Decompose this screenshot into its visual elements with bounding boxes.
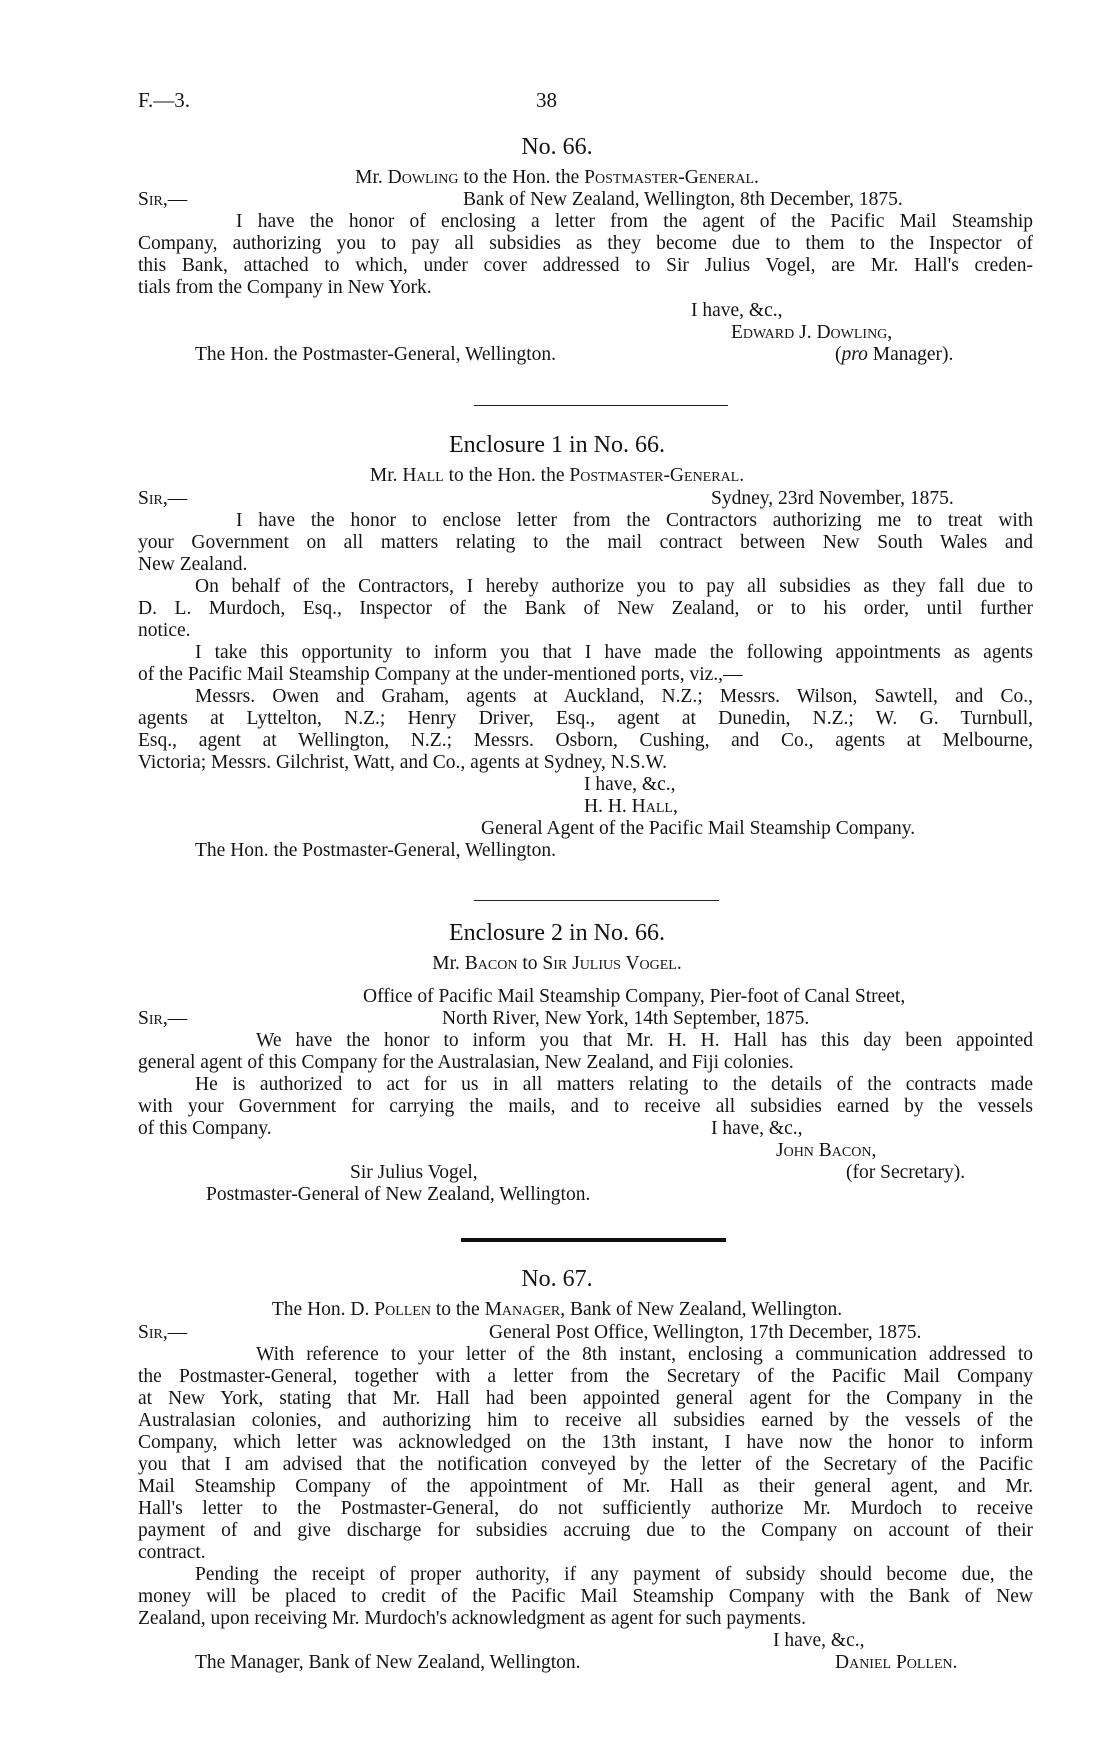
enclosure-2-signature-role: (for Secretary).	[846, 1162, 966, 1183]
letter-67-salutation: Sir,—	[138, 1322, 188, 1343]
letter-66-signature-role: (pro Manager).	[835, 344, 954, 365]
enclosure-1-title: Enclosure 1 in No. 66.	[449, 432, 665, 458]
letter-66-body-line: I have the honor of enclosing a letter from the agent of the Pacific Mail Steamship	[236, 211, 1033, 232]
letter-66-body-line: Company, authorizing you to pay all subsidies as they become due to them to the Inspector of	[138, 233, 1033, 254]
enclosure-1-body-line: Victoria; Messrs. Gilchrist, Watt, and Co., agents at Sydney, N.S.W.	[138, 752, 667, 773]
section-divider-thick	[461, 1238, 726, 1242]
enclosure-2-title: Enclosure 2 in No. 66.	[449, 920, 665, 946]
enclosure-2-addressee-2: Postmaster-General of New Zealand, Wellington.	[206, 1184, 591, 1205]
enclosure-2-addressee-1: Sir Julius Vogel,	[350, 1162, 478, 1183]
enclosure-2-salutation: Sir,—	[138, 1008, 188, 1029]
letter-67-body-line: Mail Steamship Company of the appointment of Mr. Hall as their general agent, and Mr.	[138, 1476, 1033, 1497]
letter-66-body-line: tials from the Company in New York.	[138, 277, 432, 298]
enclosure-1-place-date: Sydney, 23rd November, 1875.	[711, 488, 954, 509]
enclosure-1-signature-role: General Agent of the Pacific Mail Steamship Company.	[481, 818, 916, 839]
enclosure-1-body-line: New Zealand.	[138, 554, 248, 575]
enclosure-1-body-line: your Government on all matters relating to the mail contract between New South Wales and	[138, 532, 1033, 553]
page-number: 38	[536, 88, 557, 112]
section-divider	[474, 900, 719, 901]
letter-66-addressee: The Hon. the Postmaster-General, Wellington.	[195, 344, 557, 365]
letter-66-salutation: Sir,—	[138, 189, 188, 210]
enclosure-1-body-line: Messrs. Owen and Graham, agents at Auckland, N.Z.; Messrs. Wilson, Sawtell, and Co.,	[195, 686, 1033, 707]
letter-67-body-line: you that I am advised that the notification conveyed by the letter of the Secretary of the Pacific	[138, 1454, 1033, 1475]
enclosure-2-body-line: of this Company.	[138, 1118, 272, 1139]
enclosure-1-body-line: of the Pacific Mail Steamship Company at the under-mentioned ports, viz.,—	[138, 664, 743, 685]
enclosure-1-body-line: On behalf of the Contractors, I hereby authorize you to pay all subsidies as they fall due to	[195, 576, 1033, 597]
letter-67-body-line: money will be placed to credit of the Pacific Mail Steamship Company with the Bank of New	[138, 1586, 1033, 1607]
enclosure-2-from-to: Mr. Bacon to Sir Julius Vogel.	[432, 953, 682, 974]
letter-67-body-line: Australasian colonies, and authorizing him to receive all subsidies earned by the vessels of the	[138, 1410, 1033, 1431]
enclosure-2-signature: John Bacon,	[776, 1140, 877, 1161]
letter-67-body-line: Zealand, upon receiving Mr. Murdoch's acknowledgment as agent for such payments.	[138, 1608, 806, 1629]
section-divider	[474, 405, 728, 406]
letter-66-signature: Edward J. Dowling,	[731, 322, 893, 343]
enclosure-1-addressee: The Hon. the Postmaster-General, Wellington.	[195, 840, 557, 861]
enclosure-1-closing: I have, &c.,	[584, 774, 676, 795]
enclosure-2-place-line-1: Office of Pacific Mail Steamship Company, Pier-foot of Canal Street,	[363, 986, 906, 1007]
enclosure-1-salutation: Sir,—	[138, 488, 188, 509]
letter-67-body-line: With reference to your letter of the 8th instant, enclosing a communication addressed to	[256, 1344, 1033, 1365]
enclosure-1-body-line: agents at Lyttelton, N.Z.; Henry Driver, Esq., agent at Dunedin, N.Z.; W. G. Turnbull,	[138, 708, 1033, 729]
letter-67-body-line: Hall's letter to the Postmaster-General, do not sufficiently authorize Mr. Murdoch to receive	[138, 1498, 1033, 1519]
document-reference: F.—3.	[138, 88, 190, 112]
letter-66-closing: I have, &c.,	[691, 300, 783, 321]
enclosure-1-body-line: I have the honor to enclose letter from the Contractors authorizing me to treat with	[236, 510, 1033, 531]
letter-67-body-line: payment of and give discharge for subsidies accruing due to the Company on account of their	[138, 1520, 1033, 1541]
letter-66-body-line: this Bank, attached to which, under cover addressed to Sir Julius Vogel, are Mr. Hall's creden-	[138, 255, 1033, 276]
enclosure-2-body-line: general agent of this Company for the Australasian, New Zealand, and Fiji colonies.	[138, 1052, 794, 1073]
letter-67-body-line: at New York, stating that Mr. Hall had been appointed general agent for the Company in the	[138, 1388, 1033, 1409]
letter-66-from-to: Mr. Dowling to the Hon. the Postmaster-General.	[355, 167, 759, 188]
letter-66-title: No. 66.	[521, 134, 593, 160]
letter-67-title: No. 67.	[521, 1266, 593, 1292]
enclosure-1-body-line: notice.	[138, 620, 191, 641]
letter-67-closing: I have, &c.,	[773, 1630, 865, 1651]
enclosure-1-from-to: Mr. Hall to the Hon. the Postmaster-General.	[369, 465, 745, 486]
letter-67-signature: Daniel Pollen.	[835, 1652, 958, 1673]
letter-67-body-line: contract.	[138, 1542, 206, 1563]
enclosure-2-body-line: We have the honor to inform you that Mr. H. H. Hall has this day been appointed	[256, 1030, 1033, 1051]
enclosure-1-body-line: I take this opportunity to inform you that I have made the following appointments as agents	[195, 642, 1033, 663]
enclosure-1-body-line: D. L. Murdoch, Esq., Inspector of the Bank of New Zealand, or to his order, until further	[138, 598, 1033, 619]
letter-67-from-to: The Hon. D. Pollen to the Manager, Bank of New Zealand, Wellington.	[271, 1299, 843, 1320]
letter-67-body-line: Company, which letter was acknowledged on the 13th instant, I have now the honor to inform	[138, 1432, 1033, 1453]
letter-67-place-date: General Post Office, Wellington, 17th December, 1875.	[489, 1322, 922, 1343]
enclosure-2-body-line: with your Government for carrying the mails, and to receive all subsidies earned by the vessels	[138, 1096, 1033, 1117]
enclosure-2-body-line: He is authorized to act for us in all matters relating to the details of the contracts made	[195, 1074, 1033, 1095]
letter-66-place-date: Bank of New Zealand, Wellington, 8th December, 1875.	[463, 189, 903, 210]
enclosure-2-place-line-2: North River, New York, 14th September, 1875.	[442, 1008, 810, 1029]
enclosure-1-signature: H. H. Hall,	[584, 796, 678, 817]
letter-67-body-line: the Postmaster-General, together with a letter from the Secretary of the Pacific Mail Company	[138, 1366, 1033, 1387]
letter-67-body-line: Pending the receipt of proper authority, if any payment of subsidy should become due, the	[195, 1564, 1033, 1585]
enclosure-1-body-line: Esq., agent at Wellington, N.Z.; Messrs. Osborn, Cushing, and Co., agents at Melbourne,	[138, 730, 1033, 751]
enclosure-2-closing: I have, &c.,	[711, 1118, 803, 1139]
letter-67-addressee: The Manager, Bank of New Zealand, Wellington.	[195, 1652, 581, 1673]
